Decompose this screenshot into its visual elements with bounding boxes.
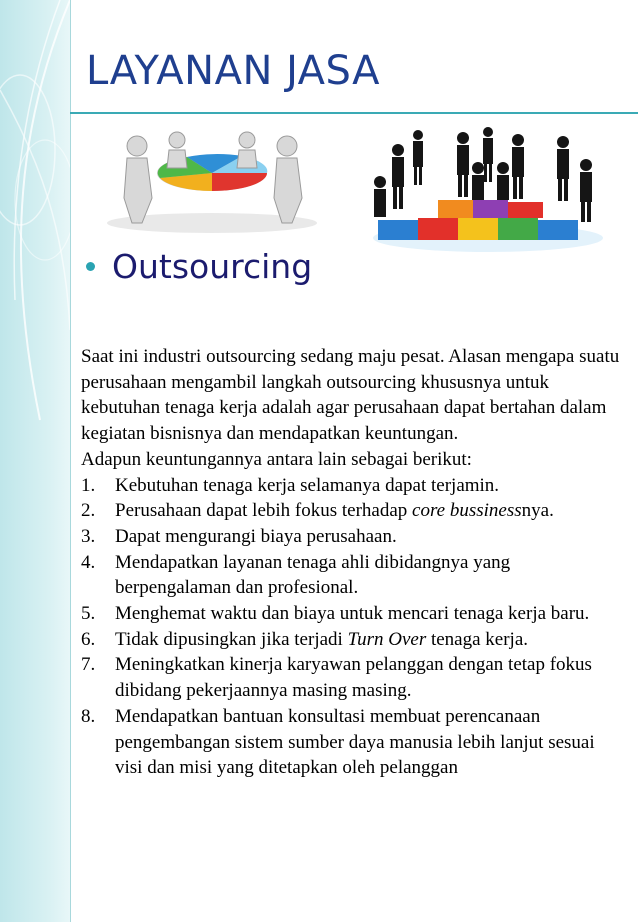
list-item: 8. Mendapatkan bantuan konsultasi membuat perencanaan pengembangan sistem sumber daya manusia lebih lanjut sesuai visi dan misi yang ditetapkan oleh pelanggan xyxy=(81,705,595,779)
teamwork-pie-illustration xyxy=(92,128,332,238)
list-item: 3. Dapat mengurangi biaya perusahaan. xyxy=(81,525,397,547)
list-item: 1. Kebutuhan tenaga kerja selamanya dapat terjamin. xyxy=(81,474,500,496)
list-item: 7. Meningkatkan kinerja karyawan pelanggan dengan tetap fokus dibidang pekerjaannya masing masing. xyxy=(81,654,592,702)
list-item: 2. Perusahaan dapat lebih fokus terhadap core bussinessnya. xyxy=(81,500,554,522)
body-text xyxy=(81,344,621,781)
list-item: 6. Tidak dipusingkan jika terjadi Turn Over tenaga kerja. xyxy=(81,628,529,650)
list-item: 4. Mendapatkan layanan tenaga ahli dibidangnya yang berpengalaman dan profesional. xyxy=(81,551,511,599)
title-underline xyxy=(70,112,638,114)
intro-paragraph: Saat ini industri outsourcing sedang maju pesat. Alasan mengapa suatu perusahaan mengambil langkah outsourcing khususnya untuk kebutuhan tenaga kerja adalah agar perusahaan dapat bertahan dalam kegiatan bisnisnya dan mendapatkan keuntungan. xyxy=(81,346,620,445)
side-divider xyxy=(70,0,71,922)
benefits-list xyxy=(81,473,621,781)
list-intro: Adapun keuntungannya antara lain sebagai berikut: xyxy=(81,448,472,470)
bullet-dot-icon xyxy=(86,262,95,271)
bullet-label: Outsourcing xyxy=(112,247,313,286)
page-title: LAYANAN JASA xyxy=(86,48,381,94)
decorative-curves-icon xyxy=(0,0,70,922)
business-puzzle-illustration xyxy=(358,120,608,255)
side-decoration-band xyxy=(0,0,70,922)
list-item: 5. Menghemat waktu dan biaya untuk mencari tenaga kerja baru. xyxy=(81,603,590,625)
bullet-outsourcing xyxy=(86,247,312,286)
